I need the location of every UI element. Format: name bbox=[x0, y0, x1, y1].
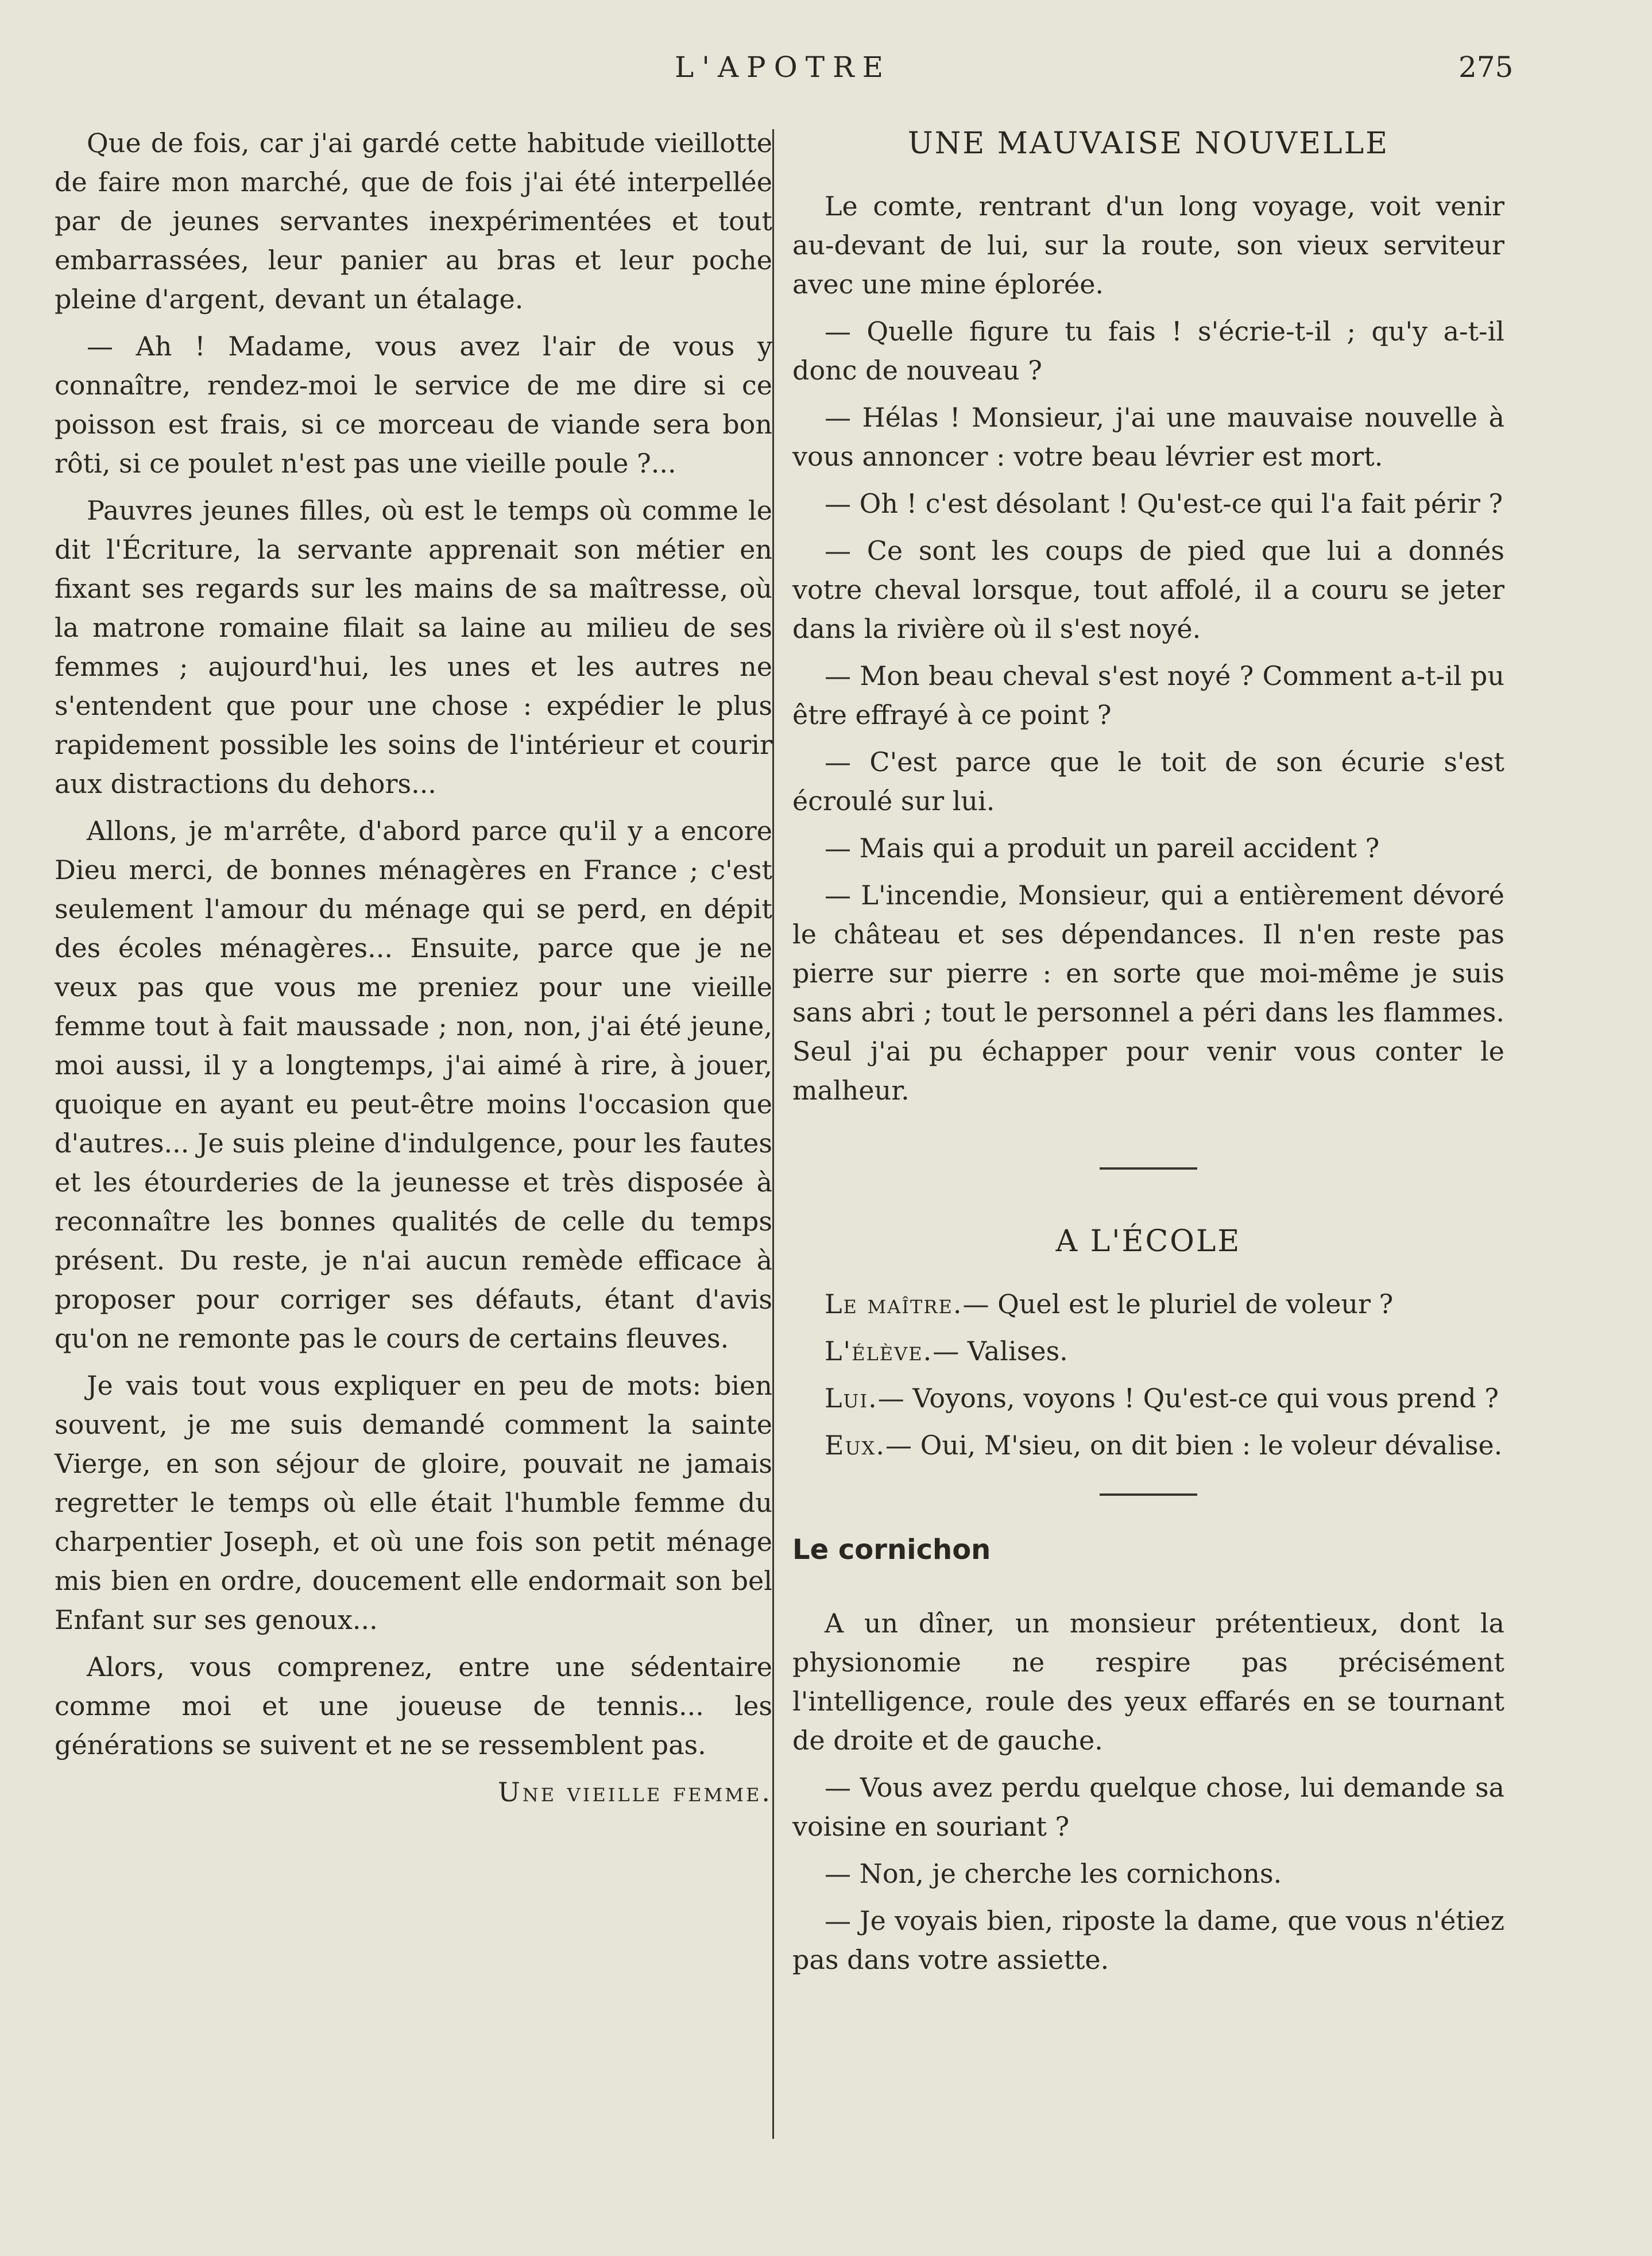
paragraph: Allons, je m'arrête, d'abord parce qu'il y a encore Dieu merci, de bonnes ménagères en France ; c'est seulement l'amour du ménage qui se perd, en dépit des écoles ménagères... Ensuite, parce que je ne veux pas que vous me preniez pour une vieille femme tout à fait maussade ; non, non, j'ai été jeune, moi aussi, il y a longtemps, j'ai aimé à rire, à jouer, quoique en ayant eu peut-être moins l'occasion que d'autres... Je suis pleine d'indulgence, pour les fautes et les étourderies de la jeunesse et très disposée à reconnaître les bonnes qualités de celle du temps présent. Du reste, je n'ai aucun remède efficace à proposer pour corriger ses défauts, étant d'avis qu'on ne remonte pas le cours de certains fleuves. bbox=[55, 815, 772, 1354]
dialogue-line bbox=[792, 1426, 1504, 1465]
speaker: Le maître. bbox=[825, 1288, 963, 1319]
paragraph: — Je voyais bien, riposte la dame, que vous n'étiez pas dans votre assiette. bbox=[792, 1905, 1504, 1975]
speaker: Lui. bbox=[825, 1383, 878, 1414]
speaker: Eux. bbox=[825, 1430, 885, 1461]
story-title: Le cornichon bbox=[792, 1534, 991, 1566]
paragraph: — Vous avez perdu quelque chose, lui demande sa voisine en souriant ? bbox=[792, 1772, 1504, 1842]
paragraph: Pauvres jeunes filles, où est le temps où comme le dit l'Écriture, la servante apprenait son métier en fixant ses regards sur les mains de sa maîtresse, où la matrone romaine filait sa laine au milieu de ses femmes ; aujourd'hui, les unes et les autres ne s'entendent que pour une chose : expédier le plus rapidement possible les soins de l'intérieur et courir aux distractions du dehors... bbox=[55, 495, 772, 799]
line-text: — Quel est le pluriel de voleur ? bbox=[962, 1288, 1394, 1319]
paragraph: Que de fois, car j'ai gardé cette habitude vieillotte de faire mon marché, que de fois j'ai été interpellée par de jeunes servantes inexpérimentées et tout embarrassées, leur panier au bras et leur poche pleine d'argent, devant un étalage. bbox=[55, 127, 772, 315]
paragraph: — Ce sont les coups de pied que lui a donnés votre cheval lorsque, tout affolé, il a couru se jeter dans la rivière où il s'est noyé. bbox=[792, 535, 1504, 644]
page-number: 275 bbox=[1458, 51, 1514, 84]
dialogue bbox=[792, 1284, 1504, 1465]
section-divider bbox=[1100, 1167, 1197, 1170]
paragraph: — C'est parce que le toit de son écurie s'est écroulé sur lui. bbox=[792, 746, 1504, 817]
line-text: — Oui, M'sieu, on dit bien : le voleur dévalise. bbox=[885, 1430, 1503, 1461]
line-text: — Valises. bbox=[933, 1336, 1068, 1367]
paragraph: — Quelle figure tu fais ! s'écrie-t-il ; qu'y a-t-il donc de nouveau ? bbox=[792, 316, 1504, 386]
page-header bbox=[0, 45, 1652, 91]
dialogue-line bbox=[792, 1332, 1504, 1371]
paragraph: — Oh ! c'est désolant ! Qu'est-ce qui l'a fait périr ? bbox=[825, 488, 1503, 519]
left-column bbox=[55, 123, 772, 1820]
signature: Une vieille femme. bbox=[497, 1777, 772, 1808]
paragraph: Je vais tout vous expliquer en peu de mots: bien souvent, je me suis demandé comment la sainte Vierge, en son séjour de gloire, pouvait ne jamais regretter le temps où elle était l'humble femme du charpentier Joseph, et où une fois son petit ménage mis bien en ordre, doucement elle endormait son bel Enfant sur ses genoux... bbox=[55, 1370, 772, 1635]
paragraph: — Non, je cherche les cornichons. bbox=[825, 1858, 1282, 1889]
paragraph: — Mais qui a produit un pareil accident ? bbox=[825, 833, 1380, 864]
column-divider bbox=[772, 129, 774, 2139]
section-divider bbox=[1100, 1493, 1197, 1496]
paragraph: Alors, vous comprenez, entre une sédentaire comme moi et une joueuse de tennis... les générations se suivent et ne se ressemblent pas. bbox=[55, 1651, 772, 1760]
story-title: UNE MAUVAISE NOUVELLE bbox=[907, 126, 1390, 161]
speaker: L'élève. bbox=[825, 1336, 933, 1367]
paragraph: A un dîner, un monsieur prétentieux, dont la physionomie ne respire pas précisément l'intelligence, roule des yeux effarés en se tournant de droite et de gauche. bbox=[792, 1608, 1504, 1756]
paragraph: — L'incendie, Monsieur, qui a entièrement dévoré le château et ses dépendances. Il n'en reste pas pierre sur pierre : en sorte que moi-même je suis sans abri ; tout le personnel a péri dans les flammes. Seul j'ai pu échapper pour venir vous conter le malheur. bbox=[792, 880, 1504, 1106]
right-column bbox=[792, 123, 1504, 1987]
running-title: L'APOTRE bbox=[675, 51, 892, 84]
line-text: — Voyons, voyons ! Qu'est-ce qui vous prend ? bbox=[877, 1383, 1499, 1414]
paragraph: — Hélas ! Monsieur, j'ai une mauvaise nouvelle à vous annoncer : votre beau lévrier est mort. bbox=[792, 402, 1504, 472]
paragraph: — Ah ! Madame, vous avez l'air de vous y connaître, rendez-moi le service de me dire si ce poisson est frais, si ce morceau de viande sera bon rôti, si ce poulet n'est pas une vieille poule ?... bbox=[55, 331, 772, 479]
story-title: A L'ÉCOLE bbox=[1055, 1224, 1241, 1259]
dialogue-line bbox=[792, 1284, 1504, 1324]
dialogue-line bbox=[792, 1379, 1504, 1418]
paragraph: — Mon beau cheval s'est noyé ? Comment a-t-il pu être effrayé à ce point ? bbox=[792, 660, 1504, 730]
paragraph: Le comte, rentrant d'un long voyage, voit venir au-devant de lui, sur la route, son vieux serviteur avec une mine éplorée. bbox=[792, 191, 1504, 300]
